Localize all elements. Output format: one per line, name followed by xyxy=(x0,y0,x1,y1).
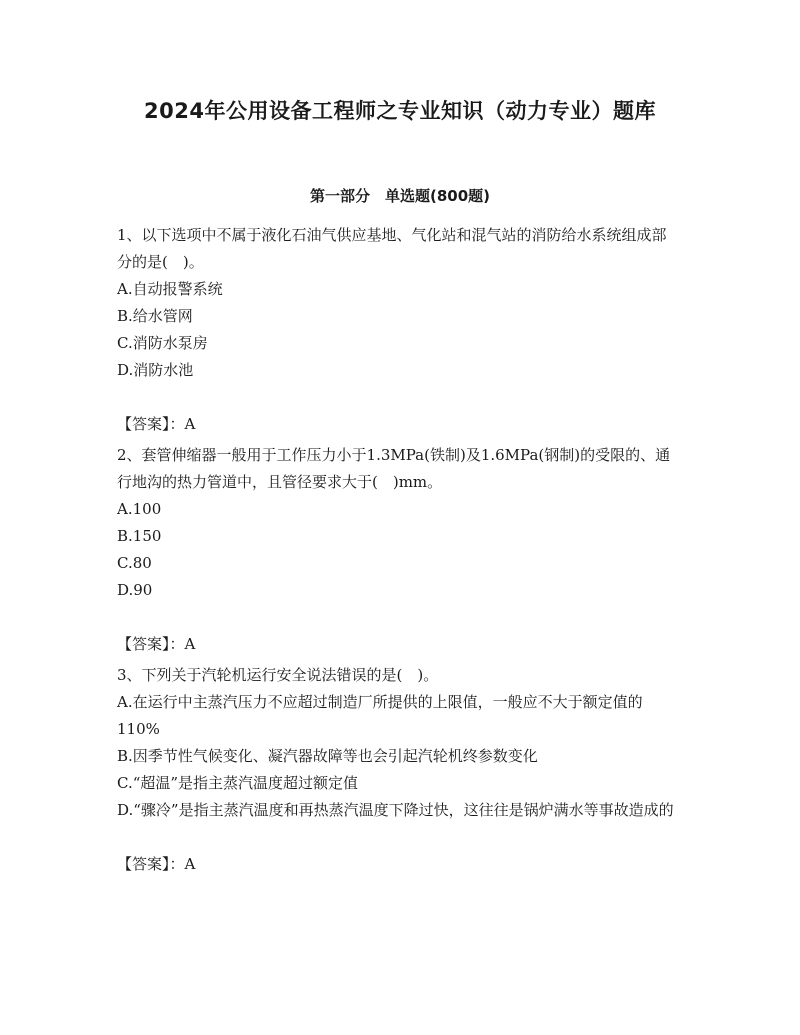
option-d: D.消防水池 xyxy=(117,361,194,379)
answer-line xyxy=(117,411,677,438)
answer-line xyxy=(117,851,677,878)
option-b: B.150 xyxy=(117,527,162,545)
document-title: 2024年公用设备工程师之专业知识（动力专业）题库 xyxy=(144,99,656,123)
option-a: A.在运行中主蒸汽压力不应超过制造厂所提供的上限值，一般应不大于额定值的110% xyxy=(117,693,643,738)
question-stem: 2、套管伸缩器一般用于工作压力小于1.3MPa(铁制)及1.6MPa(钢制)的受限的、通行地沟的热力管道中，且管径要求大于( )mm。 xyxy=(117,446,671,491)
answer-label: 【答案】： xyxy=(117,635,185,653)
answer-value: A xyxy=(184,855,196,873)
option-d: D.“骤冷”是指主蒸汽温度和再热蒸汽温度下降过快，这往往是锅炉满水等事故造成的 xyxy=(117,801,674,819)
option-c: C.消防水泵房 xyxy=(117,334,208,352)
question-stem: 1、以下选项中不属于液化石油气供应基地、气化站和混气站的消防给水系统组成部分的是( )。 xyxy=(117,226,667,271)
answer-label: 【答案】： xyxy=(117,855,185,873)
option-a: A.自动报警系统 xyxy=(117,280,223,298)
question-item xyxy=(117,442,677,658)
option-a: A.100 xyxy=(117,500,162,518)
question-item xyxy=(117,222,677,438)
section-title: 第一部分 单选题(800题) xyxy=(309,187,491,205)
option-c: C.“超温”是指主蒸汽温度超过额定值 xyxy=(117,774,359,792)
option-b: B.因季节性气候变化、凝汽器故障等也会引起汽轮机终参数变化 xyxy=(117,747,538,765)
question-list xyxy=(117,222,677,882)
option-c: C.80 xyxy=(117,554,152,572)
option-b: B.给水管网 xyxy=(117,307,193,325)
question-item xyxy=(117,662,677,878)
answer-value: A xyxy=(184,415,196,433)
answer-line xyxy=(117,631,677,658)
answer-value: A xyxy=(184,635,196,653)
question-stem: 3、下列关于汽轮机运行安全说法错误的是( )。 xyxy=(117,666,439,684)
answer-label: 【答案】： xyxy=(117,415,185,433)
option-d: D.90 xyxy=(117,581,153,599)
